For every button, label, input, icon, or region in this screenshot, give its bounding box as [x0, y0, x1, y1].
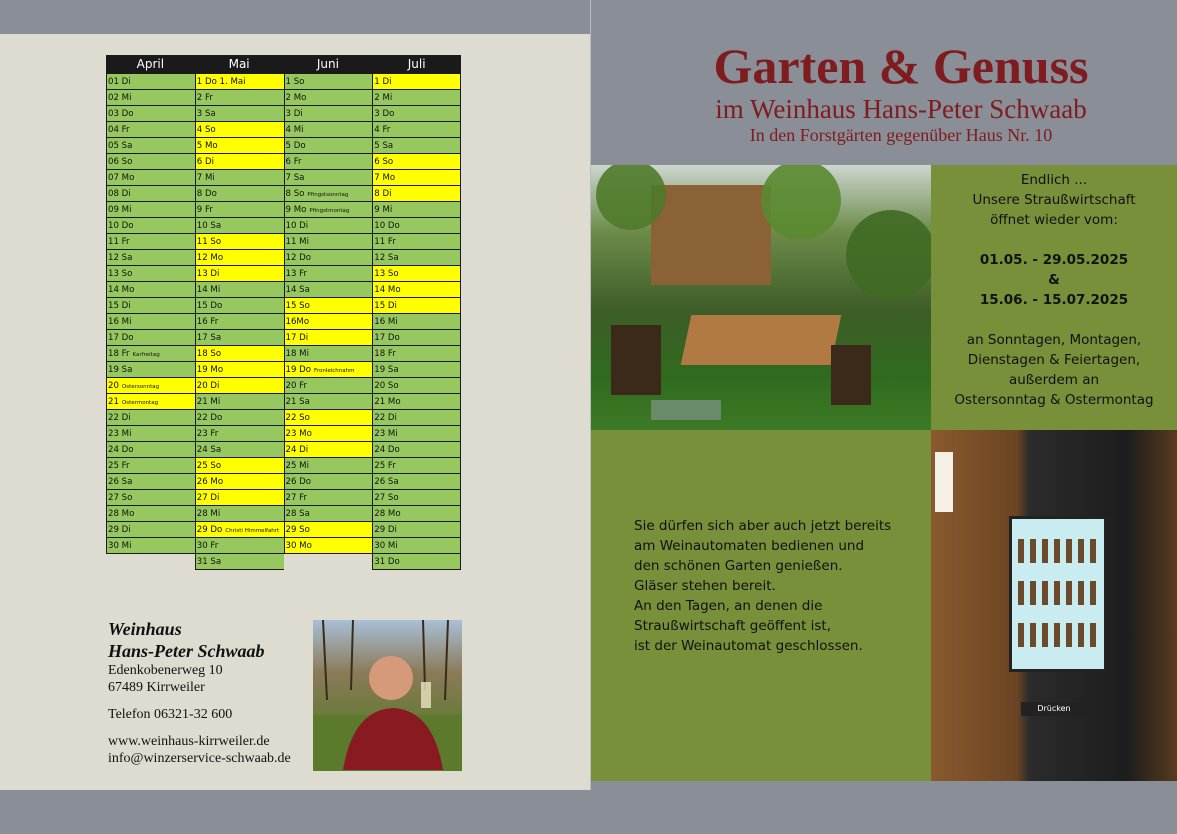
bottom-band [0, 790, 1177, 834]
opening-line-2: Unsere Straußwirtschaft [972, 192, 1136, 208]
calendar-day: 20 Di [195, 378, 284, 394]
calendar-day: 6 Di [195, 154, 284, 170]
calendar-day: 21 Mo [372, 394, 461, 410]
calendar-day: 22 Di [106, 410, 195, 426]
calendar-day: 7 Sa [284, 170, 373, 186]
calendar-day: 4 So [195, 122, 284, 138]
days-line-1: an Sonntagen, Montagen, [966, 332, 1142, 348]
calendar-day: 5 Do [284, 138, 373, 154]
calendar-day: 15 Di [372, 298, 461, 314]
calendar-day: 30 Mo [284, 538, 373, 554]
calendar-day: 11 Fr [106, 234, 195, 250]
calendar-day: 26 Sa [372, 474, 461, 490]
calendar-column [372, 74, 461, 570]
days-line-4: Ostersonntag & Ostermontag [954, 392, 1154, 408]
garden-photo [591, 165, 931, 430]
calendar-day: 11 Fr [372, 234, 461, 250]
calendar-day: 23 Mo [284, 426, 373, 442]
date-range-2: 15.06. - 15.07.2025 [979, 292, 1129, 308]
calendar-day: 08 Di [106, 186, 195, 202]
calendar-day: 6 Fr [284, 154, 373, 170]
calendar-day: 09 Mi [106, 202, 195, 218]
date-range-1: 01.05. - 29.05.2025 [979, 252, 1129, 268]
calendar-day: 11 So [195, 234, 284, 250]
month-mai: Mai [228, 57, 250, 71]
calendar-day: 1 So [284, 74, 373, 90]
calendar-day: 19 Mo [195, 362, 284, 378]
calendar-day: 17 Sa [195, 330, 284, 346]
calendar-day: 17 Do [106, 330, 195, 346]
calendar-day: 9 Fr [195, 202, 284, 218]
calendar-day: 15 Do [195, 298, 284, 314]
calendar-day: 29 Di [372, 522, 461, 538]
calendar-day: 30 Fr [195, 538, 284, 554]
holiday-note: Pfingstsonntag [307, 192, 349, 198]
calendar-column [195, 74, 284, 570]
calendar-day: 28 Mo [106, 506, 195, 522]
calendar-day: 30 Mi [372, 538, 461, 554]
calendar-day: 29 Do Christi Himmelfahrt [195, 522, 284, 538]
month-juni: Juni [316, 57, 339, 71]
calendar-day: 23 Mi [106, 426, 195, 442]
calendar-day: 6 So [372, 154, 461, 170]
calendar-day: 03 Do [106, 106, 195, 122]
calendar-day: 22 Di [372, 410, 461, 426]
month-juli: Juli [407, 57, 426, 71]
calendar-day: 8 So Pfingstsonntag [284, 186, 373, 202]
holiday-note: Karfreitag [132, 352, 160, 358]
calendar-day: 31 Sa [195, 554, 284, 570]
press-button-label: Drücken [1021, 702, 1087, 716]
calendar-day: 8 Di [372, 186, 461, 202]
info-line: Straußwirtschaft geöffent ist, [634, 618, 832, 634]
info-line: am Weinautomaten bedienen und [634, 538, 865, 554]
calendar-day: 9 Mi [372, 202, 461, 218]
calendar-day: 21 Mi [195, 394, 284, 410]
calendar-day: 4 Mi [284, 122, 373, 138]
info-box [591, 430, 931, 781]
calendar-day: 2 Mi [372, 90, 461, 106]
calendar-day: 14 Mo [372, 282, 461, 298]
wall-lamp [935, 452, 953, 512]
calendar-day: 13 Di [195, 266, 284, 282]
calendar-day: 01 Di [106, 74, 195, 90]
calendar-day: 16 Fr [195, 314, 284, 330]
calendar-day: 26 Do [284, 474, 373, 490]
calendar-day: 10 Sa [195, 218, 284, 234]
calendar-column [106, 74, 195, 570]
calendar-day: 12 Do [284, 250, 373, 266]
calendar-day: 26 Mo [195, 474, 284, 490]
calendar-day: 14 Mi [195, 282, 284, 298]
calendar-day: 12 Sa [106, 250, 195, 266]
wine-vending-machine [1009, 516, 1107, 672]
top-band [0, 0, 591, 34]
winery-name: Weinhaus [108, 619, 182, 639]
calendar-day: 27 Di [195, 490, 284, 506]
calendar-day: 28 Mo [372, 506, 461, 522]
calendar-day: 13 So [106, 266, 195, 282]
info-line: den schönen Garten genießen. [634, 558, 843, 574]
calendar-day: 17 Do [372, 330, 461, 346]
calendar-day: 18 Fr [372, 346, 461, 362]
calendar-day: 3 Sa [195, 106, 284, 122]
calendar-day: 5 Sa [372, 138, 461, 154]
title-block [591, 38, 1177, 146]
calendar-day: 8 Do [195, 186, 284, 202]
calendar-day: 24 Do [106, 442, 195, 458]
calendar-day: 25 Mi [284, 458, 373, 474]
calendar-day: 06 So [106, 154, 195, 170]
calendar-day [106, 554, 195, 570]
phone: Telefon 06321-32 600 [108, 707, 233, 722]
month-april: April [136, 57, 165, 71]
calendar-day: 22 So [284, 410, 373, 426]
calendar-day: 16 Mi [372, 314, 461, 330]
calendar-column [284, 74, 373, 570]
info-text [634, 516, 891, 656]
date-ampersand: & [1048, 272, 1060, 288]
calendar-day: 10 Di [284, 218, 373, 234]
calendar-body [106, 74, 461, 570]
calendar-day: 20 Ostersonntag [106, 378, 195, 394]
holiday-note: Christi Himmelfahrt [225, 528, 280, 534]
calendar-day: 19 Do Fronleichnahm [284, 362, 373, 378]
page-title: Garten & Genuss [713, 38, 1089, 94]
info-line: Gläser stehen bereit. [634, 578, 776, 594]
calendar-day: 20 So [372, 378, 461, 394]
holiday-note: Pfingstmontag [309, 208, 350, 214]
opening-times-box [931, 165, 1177, 430]
calendar-day: 1 Di [372, 74, 461, 90]
calendar-day: 21 Ostermontag [106, 394, 195, 410]
location-line: In den Forstgärten gegenüber Haus Nr. 10 [749, 125, 1053, 145]
calendar-day: 10 Do [372, 218, 461, 234]
calendar-day: 17 Di [284, 330, 373, 346]
calendar-day: 24 Sa [195, 442, 284, 458]
calendar-day: 7 Mi [195, 170, 284, 186]
calendar-day: 3 Di [284, 106, 373, 122]
days-line-3: außerdem an [1008, 372, 1100, 388]
calendar-day: 12 Mo [195, 250, 284, 266]
calendar-day: 3 Do [372, 106, 461, 122]
calendar-day: 15 So [284, 298, 373, 314]
info-line: Sie dürfen sich aber auch jetzt bereits [634, 518, 892, 534]
holiday-note: Fronleichnahm [314, 368, 355, 374]
calendar-day [284, 554, 373, 570]
calendar-day: 11 Mi [284, 234, 373, 250]
calendar-day: 29 So [284, 522, 373, 538]
page-subtitle: im Weinhaus Hans-Peter Schwaab [715, 94, 1087, 124]
city: 67489 Kirrweiler [108, 680, 205, 695]
calendar-day: 29 Di [106, 522, 195, 538]
street: Edenkobenerweg 10 [108, 663, 223, 678]
calendar-day: 25 So [195, 458, 284, 474]
address-block [108, 618, 291, 767]
calendar-day: 02 Mi [106, 90, 195, 106]
info-line: ist der Weinautomat geschlossen. [634, 638, 863, 654]
calendar-day: 2 Fr [195, 90, 284, 106]
calendar-day: 27 So [106, 490, 195, 506]
days-line-2: Dienstagen & Feiertagen, [967, 352, 1141, 368]
calendar-day: 13 Fr [284, 266, 373, 282]
calendar-day: 19 Sa [372, 362, 461, 378]
calendar-day: 12 Sa [372, 250, 461, 266]
calendar-day: 19 Sa [106, 362, 195, 378]
owner-photo [313, 620, 462, 771]
calendar-day: 2 Mo [284, 90, 373, 106]
calendar-day: 25 Fr [106, 458, 195, 474]
calendar-day: 7 Mo [372, 170, 461, 186]
calendar-day: 14 Mo [106, 282, 195, 298]
calendar-day: 14 Sa [284, 282, 373, 298]
calendar-day: 22 Do [195, 410, 284, 426]
calendar-day: 18 Mi [284, 346, 373, 362]
calendar-day: 13 So [372, 266, 461, 282]
holiday-note: Ostermontag [121, 400, 159, 406]
calendar-day: 24 Di [284, 442, 373, 458]
calendar-day: 26 Sa [106, 474, 195, 490]
calendar-day: 28 Mi [195, 506, 284, 522]
calendar-day: 5 Mo [195, 138, 284, 154]
email-link: info@winzerservice-schwaab.de [108, 751, 291, 766]
calendar-day: 25 Fr [372, 458, 461, 474]
info-line: An den Tagen, an denen die [634, 598, 823, 614]
calendar-day: 9 Mo Pfingstmontag [284, 202, 373, 218]
calendar-day: 1 Do 1. Mai [195, 74, 284, 90]
calendar-day: 20 Fr [284, 378, 373, 394]
calendar-day: 18 Fr Karfreitag [106, 346, 195, 362]
calendar-day: 30 Mi [106, 538, 195, 554]
opening-line-3: öffnet wieder vom: [990, 212, 1118, 228]
vending-machine-photo [931, 430, 1177, 781]
calendar-day: 10 Do [106, 218, 195, 234]
website-link: www.weinhaus-kirrweiler.de [108, 734, 270, 749]
calendar-day: 07 Mo [106, 170, 195, 186]
calendar-day: 16 Mi [106, 314, 195, 330]
opening-intro: Endlich ... [1020, 172, 1088, 188]
calendar-day: 16Mo [284, 314, 373, 330]
calendar-day: 4 Fr [372, 122, 461, 138]
owner-name: Hans-Peter Schwaab [108, 641, 265, 661]
calendar-day: 31 Do [372, 554, 461, 570]
calendar-day: 27 Fr [284, 490, 373, 506]
calendar-day: 05 Sa [106, 138, 195, 154]
calendar-day: 27 So [372, 490, 461, 506]
calendar-day: 18 So [195, 346, 284, 362]
calendar-day: 04 Fr [106, 122, 195, 138]
calendar-header [106, 55, 461, 74]
holiday-note: Ostersonntag [121, 384, 160, 390]
calendar-day: 15 Di [106, 298, 195, 314]
calendar-day: 23 Mi [372, 426, 461, 442]
calendar-day: 21 Sa [284, 394, 373, 410]
calendar-day: 24 Do [372, 442, 461, 458]
calendar [106, 55, 461, 570]
calendar-day: 28 Sa [284, 506, 373, 522]
calendar-day: 23 Fr [195, 426, 284, 442]
